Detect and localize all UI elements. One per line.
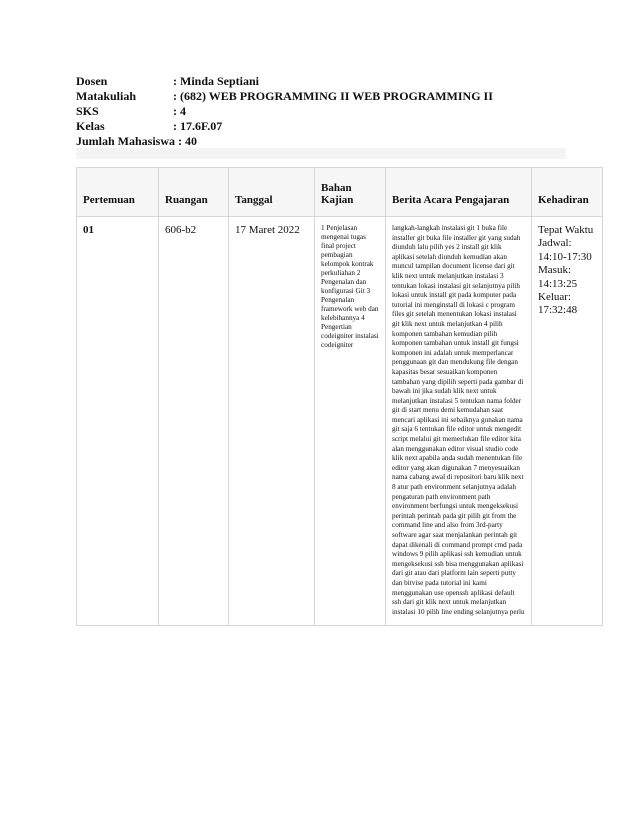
kelas-label: Kelas [76,119,105,133]
kehadiran-jadwal-label: Jadwal: [538,237,572,250]
col-header-kehadiran: Kehadiran [532,168,603,217]
matakuliah-row [76,89,493,104]
kehadiran-status: Tepat Waktu [538,224,594,236]
cell-pertemuan: 01 [77,217,159,626]
kehadiran-jadwal-value: 14:10-17:30 [538,250,592,263]
col-header-tanggal: Tanggal [229,168,315,217]
kehadiran-keluar-label: Keluar: [538,291,571,304]
cell-kehadiran [532,217,603,626]
sks-value: : 4 [173,104,186,118]
jumlah-value: : 40 [178,134,198,148]
header-divider [76,148,566,159]
cell-bahan-kajian: 1 Penjelasan mengenai tugas final project pembagian kelompok kontrak perkuliahan 2 Pengenalan dan konfigurasi Git 3 Pengenalan framework web dan kelebihannya 4 Pengertian codeigniter instalasi codeigniter [315,217,386,626]
col-header-pertemuan: Pertemuan [77,168,159,217]
kelas-value: : 17.6F.07 [173,119,223,133]
cell-berita-acara: langkah-langkah instalasi git 1 buka file installer git buka file installer git yang sudah diunduh lalu pilih yes 2 install git klik aplikasi setelah diunduh kemudian akan muncul tampilan document license dari git klik next untuk melanjutkan instalasi 3 tentukan lokasi instalasi git selanjutnya pilih lokasi untuk install git pada komputer pada tutorial ini menginstall di lokasi c program files git setelah menentukan lokasi instalasi git klik next untuk melanjutkan 4 pilih komponen tambahan kemudian pilih komponen tambahan untuk install git fungsi komponen ini adalah untuk memperlancar penggunaan git dan mendukung file dengan kapasitas besar sesuaikan komponen tambahan yang dipilih seperti pada gambar di bawah ini jika sudah klik next untuk melanjutkan instalasi 5 tentukan nama folder git di start menu demi kemudahan saat mencari aplikasi ini sebaiknya gunakan nama git saja 6 tentukan file editor untuk mengedit script melalui git memerlukan file editor kita alan menggunakan editor visual studio code klik next apabila anda sudah menentukan file editor yang akan digunakan 7 menyesuaikan nama cabang awal di repositori baru klik next 8 atur path environment selanjutnya adalah pengaturan path environment path environment berfungsi untuk mengeksekusi perintah perintah pada git pilih git from the command line and also from 3rd-party software agar saat menjalankan perintah git dapat dikenali di command prompt cmd pada windows 9 pilih aplikasi ssh kemudian untuk mengeksekusi ssh bisa menggunakan aplikasi dari git atau dari platform lain seperti putty dan bitvise pada tutorial ini kami menggunakan use openssh aplikasi default ssh dari git klik next untuk melanjutkan instalasi 10 pilih line ending selanjutnya perlu [386,217,532,626]
kelas-row [76,119,493,134]
jumlah-label: Jumlah Mahasiswa [76,134,176,148]
matakuliah-value: : (682) WEB PROGRAMMING II WEB PROGRAMMING II [173,89,493,103]
col-header-ruangan: Ruangan [159,168,229,217]
table-row [77,217,603,626]
col-header-berita-acara: Berita Acara Pengajaran [386,168,532,217]
attendance-table [76,167,603,626]
kehadiran-keluar-value: 17:32:48 [538,304,578,317]
dosen-label: Dosen [76,74,108,88]
cell-tanggal: 17 Maret 2022 [229,217,315,626]
kehadiran-masuk-label: Masuk: [538,264,571,277]
course-info [76,74,493,149]
cell-ruangan: 606-b2 [159,217,229,626]
jumlah-row [76,134,493,149]
sks-row [76,104,493,119]
sks-label: SKS [76,104,99,118]
kehadiran-masuk-value: 14:13:25 [538,277,578,290]
dosen-row [76,74,493,89]
dosen-value: : Minda Septiani [173,74,260,88]
table-header-row [77,168,603,217]
matakuliah-label: Matakuliah [76,89,137,103]
col-header-bahan-kajian: Bahan Kajian [315,168,386,217]
